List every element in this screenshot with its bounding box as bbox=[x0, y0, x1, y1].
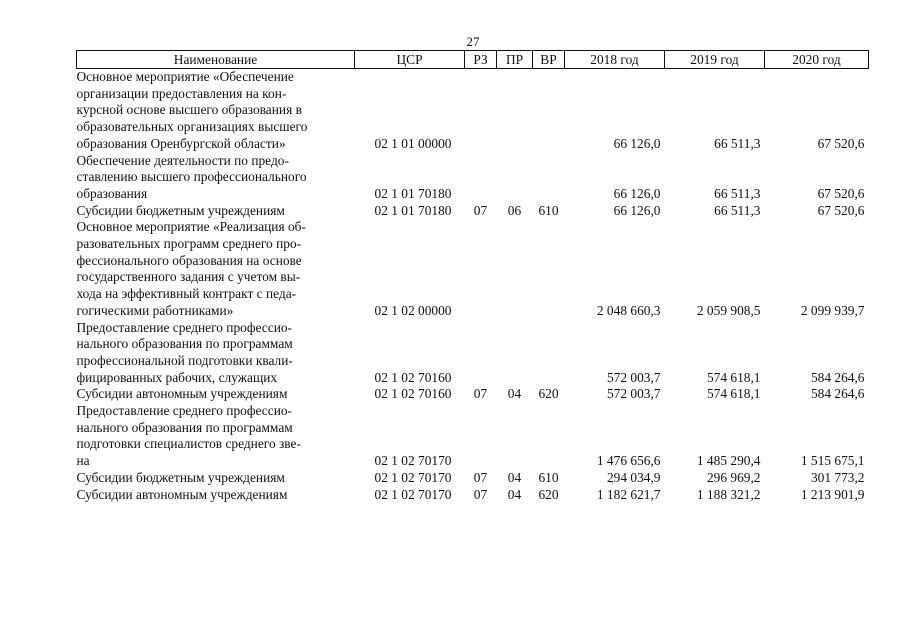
row-name-line: на bbox=[76, 453, 90, 469]
row-name-line: государственного задания с учетом вы- bbox=[76, 269, 301, 285]
table-header-row bbox=[77, 51, 869, 69]
row-name-line: фессионального образования на основе bbox=[76, 252, 302, 268]
row-name-cell bbox=[77, 403, 355, 470]
csr-cell: 02 1 02 70160 bbox=[374, 369, 452, 385]
rz-cell: 07 bbox=[473, 386, 488, 402]
row-name-line: Предоставление среднего профессио- bbox=[76, 403, 293, 419]
budget-table bbox=[76, 50, 869, 503]
pr-cell: 04 bbox=[507, 386, 522, 402]
row-name-cell bbox=[77, 153, 355, 203]
value-2018-cell: 572 003,7 bbox=[606, 386, 661, 402]
rz-cell: 07 bbox=[473, 486, 488, 502]
row-name-line: Обеспечение деятельности по предо- bbox=[76, 152, 289, 168]
header-2020: 2020 год bbox=[765, 51, 869, 69]
csr-cell: 02 1 01 00000 bbox=[374, 135, 452, 151]
csr-cell: 02 1 01 70180 bbox=[374, 185, 452, 201]
row-name-line: Основное мероприятие «Обеспечение bbox=[76, 69, 294, 84]
row-name-line: нального образования по программам bbox=[76, 336, 293, 352]
pr-cell: 06 bbox=[507, 202, 522, 218]
row-name-line: нального образования по программам bbox=[76, 419, 293, 435]
header-csr: ЦСР bbox=[355, 51, 465, 69]
vr-cell bbox=[533, 403, 565, 470]
value-2020-cell: 1 213 901,9 bbox=[800, 486, 865, 502]
table-body bbox=[77, 69, 869, 504]
page-number: 27 bbox=[466, 34, 480, 49]
row-name-cell bbox=[77, 386, 355, 403]
row-name-line: образовательных организациях высшего bbox=[76, 119, 308, 135]
pr-cell bbox=[497, 153, 533, 203]
csr-cell: 02 1 02 00000 bbox=[374, 302, 452, 318]
pr-cell bbox=[497, 403, 533, 470]
value-2020-cell: 2 099 939,7 bbox=[800, 302, 865, 318]
rz-cell bbox=[465, 69, 497, 153]
row-name-cell bbox=[77, 470, 355, 487]
row-name-line: ставлению высшего профессионального bbox=[76, 169, 307, 185]
pr-cell bbox=[497, 69, 533, 153]
value-2020-cell: 584 264,6 bbox=[810, 386, 865, 402]
value-2019-cell: 1 485 290,4 bbox=[696, 453, 761, 469]
value-2019-cell: 574 618,1 bbox=[706, 386, 761, 402]
header-name: Наименование bbox=[77, 51, 355, 69]
row-name-cell bbox=[77, 487, 355, 504]
value-2019-cell: 296 969,2 bbox=[706, 469, 761, 485]
table-row bbox=[77, 320, 869, 387]
row-name-line: хода на эффективный контракт с педа- bbox=[76, 286, 297, 302]
table-row bbox=[77, 403, 869, 470]
value-2018-cell: 2 048 660,3 bbox=[596, 302, 661, 318]
value-2020-cell: 301 773,2 bbox=[810, 469, 865, 485]
rz-cell: 07 bbox=[473, 469, 488, 485]
value-2019-cell: 1 188 321,2 bbox=[696, 486, 761, 502]
rz-cell: 07 bbox=[473, 202, 488, 218]
pr-cell: 04 bbox=[507, 469, 522, 485]
header-2019: 2019 год bbox=[665, 51, 765, 69]
rz-cell bbox=[465, 219, 497, 319]
row-name-line: Основное мероприятие «Реализация об- bbox=[76, 219, 306, 235]
row-name-line: Предоставление среднего профессио- bbox=[76, 319, 293, 335]
value-2018-cell: 1 476 656,6 bbox=[596, 453, 661, 469]
value-2019-cell: 574 618,1 bbox=[706, 369, 761, 385]
rz-cell bbox=[465, 403, 497, 470]
vr-cell bbox=[533, 153, 565, 203]
value-2018-cell: 66 126,0 bbox=[613, 202, 661, 218]
row-name-line: образования bbox=[76, 185, 148, 201]
value-2020-cell: 67 520,6 bbox=[817, 185, 865, 201]
table-row bbox=[77, 386, 869, 403]
value-2018-cell: 294 034,9 bbox=[606, 469, 661, 485]
row-name-line: курсной основе высшего образования в bbox=[76, 102, 302, 118]
csr-cell: 02 1 02 70160 bbox=[374, 386, 452, 402]
row-name-cell bbox=[77, 320, 355, 387]
header-rz: РЗ bbox=[465, 51, 497, 69]
row-name-line: профессиональной подготовки квали- bbox=[76, 352, 293, 368]
vr-cell: 610 bbox=[538, 202, 559, 218]
value-2020-cell: 1 515 675,1 bbox=[800, 453, 865, 469]
value-2018-cell: 66 126,0 bbox=[613, 185, 661, 201]
rz-cell bbox=[465, 320, 497, 387]
table-row bbox=[77, 203, 869, 220]
pr-cell bbox=[497, 219, 533, 319]
csr-cell: 02 1 01 70180 bbox=[374, 202, 452, 218]
rz-cell bbox=[465, 153, 497, 203]
header-2018: 2018 год bbox=[565, 51, 665, 69]
value-2020-cell: 67 520,6 bbox=[817, 135, 865, 151]
table-row bbox=[77, 69, 869, 153]
row-name-cell bbox=[77, 69, 355, 153]
row-name-cell bbox=[77, 219, 355, 319]
value-2018-cell: 572 003,7 bbox=[606, 369, 661, 385]
vr-cell: 620 bbox=[538, 386, 559, 402]
row-name-line: фицированных рабочих, служащих bbox=[76, 369, 278, 385]
vr-cell bbox=[533, 320, 565, 387]
row-name-line: гогическими работниками» bbox=[76, 302, 234, 318]
row-name-cell bbox=[77, 203, 355, 220]
value-2019-cell: 2 059 908,5 bbox=[696, 302, 761, 318]
value-2019-cell: 66 511,3 bbox=[714, 135, 761, 151]
row-name-line: подготовки специалистов среднего зве- bbox=[76, 436, 301, 452]
pr-cell bbox=[497, 320, 533, 387]
table-row bbox=[77, 470, 869, 487]
vr-cell bbox=[533, 69, 565, 153]
row-name-line: разовательных программ среднего про- bbox=[76, 236, 302, 252]
table-row bbox=[77, 219, 869, 319]
header-pr: ПР bbox=[497, 51, 533, 69]
value-2020-cell: 67 520,6 bbox=[817, 202, 865, 218]
row-name-line: Субсидии автономным учреждениям bbox=[76, 486, 288, 502]
header-vr: ВР bbox=[533, 51, 565, 69]
row-name-line: организации предоставления на кон- bbox=[76, 85, 287, 101]
row-name-line: Субсидии автономным учреждениям bbox=[76, 386, 288, 402]
pr-cell: 04 bbox=[507, 486, 522, 502]
value-2019-cell: 66 511,3 bbox=[714, 185, 761, 201]
value-2019-cell: 66 511,3 bbox=[714, 202, 761, 218]
table-row bbox=[77, 153, 869, 203]
row-name-line: образования Оренбургской области» bbox=[76, 135, 286, 151]
table-row bbox=[77, 487, 869, 504]
vr-cell: 610 bbox=[538, 469, 559, 485]
csr-cell: 02 1 02 70170 bbox=[374, 486, 452, 502]
row-name-line: Субсидии бюджетным учреждениям bbox=[76, 469, 285, 485]
vr-cell: 620 bbox=[538, 486, 559, 502]
value-2020-cell: 584 264,6 bbox=[810, 369, 865, 385]
value-2018-cell: 66 126,0 bbox=[613, 135, 661, 151]
csr-cell: 02 1 02 70170 bbox=[374, 469, 452, 485]
vr-cell bbox=[533, 219, 565, 319]
value-2018-cell: 1 182 621,7 bbox=[596, 486, 661, 502]
csr-cell: 02 1 02 70170 bbox=[374, 453, 452, 469]
row-name-line: Субсидии бюджетным учреждениям bbox=[76, 202, 285, 218]
